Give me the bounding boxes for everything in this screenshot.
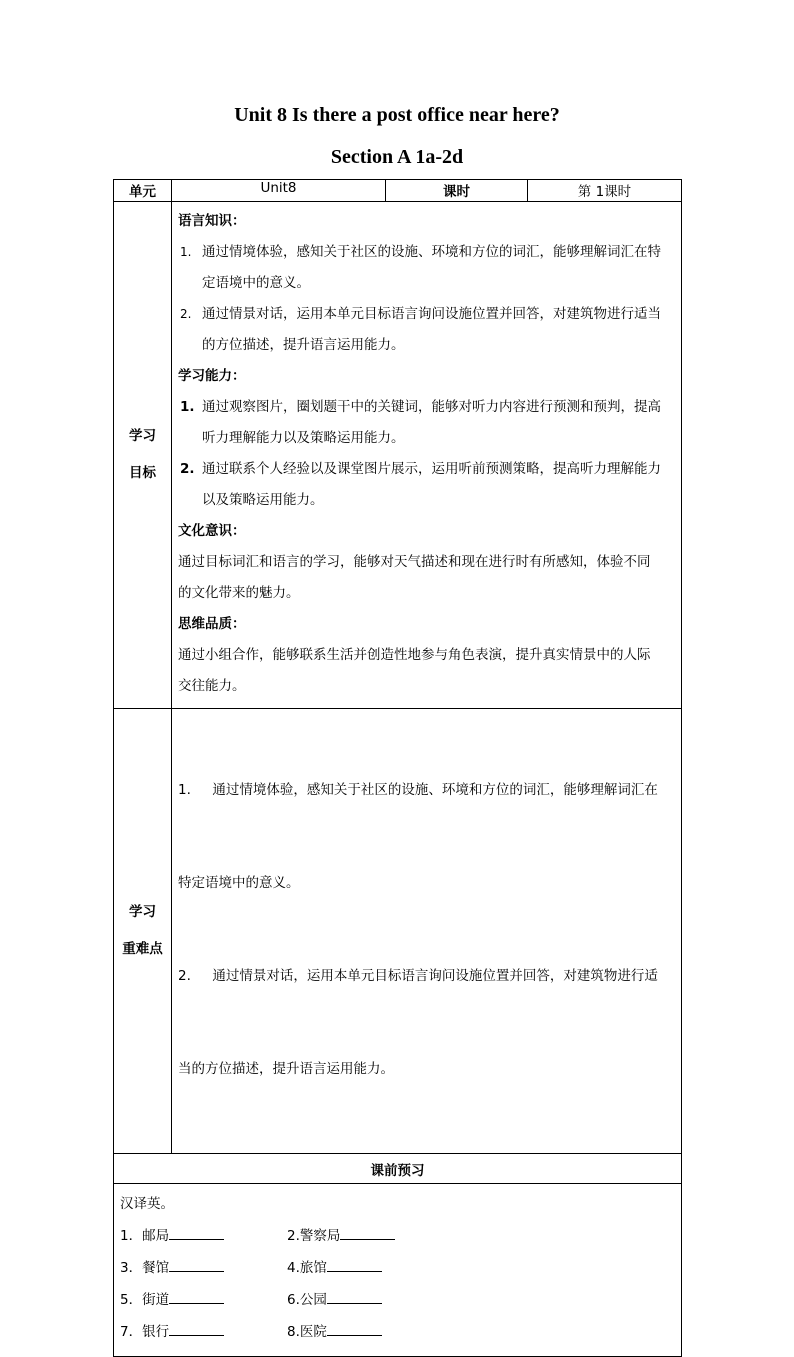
answer-blank[interactable]: [169, 1317, 224, 1336]
preview-row: [114, 1184, 682, 1357]
item-line: 通过观察图片，圈划题干中的关键词，能够对听力内容进行预测和预判，提高: [202, 399, 661, 415]
language-heading: 语言知识：: [178, 213, 246, 229]
language-item: [178, 237, 675, 299]
page-subtitle: Section A 1a-2d: [330, 146, 464, 168]
lesson-value: 第 1课时: [528, 180, 682, 202]
vocab-prompt: 4.旅馆: [287, 1260, 327, 1276]
item-line: 听力理解能力以及策略运用能力。: [202, 430, 405, 446]
preview-heading-row: [114, 1154, 682, 1184]
vocab-row: [120, 1220, 675, 1252]
vocab-row: [120, 1252, 675, 1284]
culture-line: 通过目标词汇和语言的学习，能够对天气描述和现在进行时有所感知，体验不同: [178, 554, 651, 570]
key-point-line: 1. 通过情境体验，感知关于社区的设施、环境和方位的词汇，能够理解词汇在: [178, 782, 658, 798]
item-number: 2.: [180, 461, 195, 477]
item-number: 1.: [180, 245, 192, 259]
key-point-line: 2. 通过情景对话，运用本单元目标语言询问设施位置并回答，对建筑物进行适: [178, 968, 658, 984]
vocab-prompt: 3．餐馆: [120, 1260, 170, 1276]
key-points-label-line1: 学习: [129, 904, 156, 920]
thinking-line: 交往能力。: [178, 678, 246, 694]
item-number: 2.: [180, 307, 192, 321]
key-points-label: [114, 709, 172, 1154]
language-item: [178, 299, 675, 361]
objectives-content: [172, 202, 682, 709]
unit-label: 单元: [114, 180, 172, 202]
answer-blank[interactable]: [327, 1253, 382, 1272]
unit-value: Unit8: [172, 180, 386, 202]
thinking-heading: 思维品质：: [178, 616, 246, 632]
ability-heading: 学习能力：: [178, 368, 246, 384]
vocab-prompt: 5．街道: [120, 1292, 170, 1308]
ability-item: [178, 392, 675, 454]
objectives-label: [114, 202, 172, 709]
objectives-row: [114, 202, 682, 709]
item-line: 通过情境体验，感知关于社区的设施、环境和方位的词汇，能够理解词汇在特: [202, 244, 661, 260]
ability-item: [178, 454, 675, 516]
objectives-label-line2: 目标: [129, 465, 156, 481]
item-line: 通过联系个人经验以及课堂图片展示，运用听前预测策略，提高听力理解能力: [202, 461, 661, 477]
key-point-line: 特定语境中的意义。: [178, 875, 300, 891]
answer-blank[interactable]: [169, 1221, 224, 1240]
objectives-label-line1: 学习: [129, 428, 156, 444]
vocab-prompt: 6.公园: [287, 1292, 327, 1308]
answer-blank[interactable]: [169, 1285, 224, 1304]
vocab-prompt: 7．银行: [120, 1324, 170, 1340]
key-points-label-line2: 重难点: [122, 941, 163, 957]
preview-instruction: 汉译英。: [120, 1196, 174, 1212]
vocab-row: [120, 1316, 675, 1348]
header-row: [114, 180, 682, 202]
key-points-content: [172, 709, 682, 1154]
item-number: 1.: [180, 399, 195, 415]
lesson-plan-table: [113, 179, 682, 1357]
vocab-prompt: 2.警察局: [287, 1228, 341, 1244]
lesson-label: 课时: [386, 180, 528, 202]
preview-content: [114, 1184, 682, 1357]
item-line: 以及策略运用能力。: [202, 492, 324, 508]
culture-line: 的文化带来的魅力。: [178, 585, 300, 601]
culture-heading: 文化意识：: [178, 523, 246, 539]
vocab-row: [120, 1284, 675, 1316]
page-title: Unit 8 Is there a post office near here?: [234, 104, 560, 126]
vocab-prompt: 1．邮局: [120, 1228, 170, 1244]
answer-blank[interactable]: [169, 1253, 224, 1272]
key-points-row: [114, 709, 682, 1154]
thinking-line: 通过小组合作，能够联系生活并创造性地参与角色表演，提升真实情景中的人际: [178, 647, 651, 663]
preview-heading: 课前预习: [114, 1154, 682, 1184]
answer-blank[interactable]: [327, 1285, 382, 1304]
answer-blank[interactable]: [327, 1317, 382, 1336]
vocab-prompt: 8.医院: [287, 1324, 327, 1340]
key-point-line: 当的方位描述，提升语言运用能力。: [178, 1061, 394, 1077]
item-line: 定语境中的意义。: [202, 275, 310, 291]
item-line: 的方位描述，提升语言运用能力。: [202, 337, 405, 353]
item-line: 通过情景对话，运用本单元目标语言询问设施位置并回答，对建筑物进行适当: [202, 306, 661, 322]
answer-blank[interactable]: [340, 1221, 395, 1240]
